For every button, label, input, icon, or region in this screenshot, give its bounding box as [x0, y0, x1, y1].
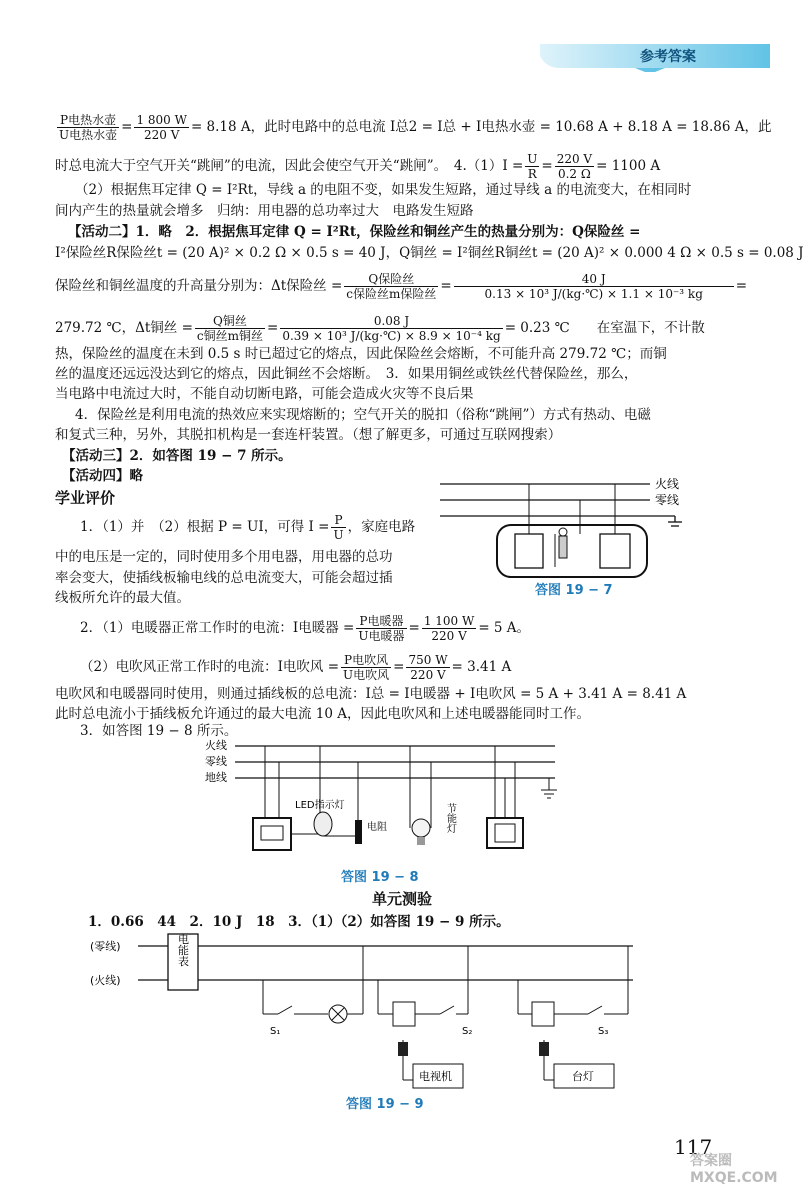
switch-s1-label: S₁: [270, 1026, 281, 1037]
header-label: 参考答案: [640, 49, 696, 65]
resistor-label: 电阻: [367, 822, 387, 833]
answer-line: 电吹风和电暖器同时使用，则通过插线板的总电流：I总 = I电暖器 + I电吹风 = 5 A + 3.41 A = 8.41 A: [55, 686, 687, 702]
answer-line: 和复式三种，另外，其脱扣机构是一套连杆装置。（想了解更多，可通过互联网搜索）: [55, 427, 562, 443]
answer-line: I²保险丝R保险丝t = (20 A)² × 0.2 Ω × 0.5 s = 40 J，Q铜丝 = I²铜丝R铜丝t = (20 A)² × 0.000 4 Ω × 0.5 s = 0.08 J: [55, 245, 804, 261]
answer-line: 【活动四】略: [62, 468, 143, 484]
section-title: 学业评价: [55, 489, 116, 507]
answer-line: （2）电吹风正常工作时的电流：I电吹风 = $\frac{\text{P电吹风}}{\text{U电吹风}}$ = $\frac{750 W}{220 V}$ = 3.41 A: [80, 653, 512, 682]
live-wire-label: 火线: [655, 477, 680, 491]
answer-line: 【活动二】1．略 2．根据焦耳定律 Q = I²Rt，保险丝和铜丝产生的热量分别为：Q保险丝 =: [68, 224, 641, 240]
answer-line: 1．（1）并 （2）根据 P = UI，可得 I = $\frac{P}{U}$ ，家庭电路: [80, 513, 416, 542]
figure-caption: 答图 19 − 7: [535, 583, 613, 598]
answer-line: $\frac{\text{P电热水壶}}{\text{U电热水壶}}$ = $\frac{1 800 W}{220 V}$ = 8.18 A，此时电路中的总电流 I总2 = I总 + I电热水壶 = 10.68 A + 8.18 A = 18.86 A，此: [59, 113, 772, 142]
answer-line: 2．（1）电暖器正常工作时的电流：I电暖器 = $\frac{\text{P电暖器}}{\text{U电暖器}}$ = $\frac{1 100 W}{220 V}$ = 5 A。: [80, 614, 531, 643]
page-number: 117: [674, 1135, 713, 1159]
watermark: 答案圈 MXQE.COM: [690, 1153, 778, 1186]
live-wire-label: (火线): [90, 974, 121, 987]
answer-line: 3．如答图 19 − 8 所示。: [80, 723, 238, 739]
answer-line: 线板所允许的最大值。: [55, 590, 190, 606]
ground-wire-label: 地线: [205, 771, 227, 784]
tv-label: 电视机: [419, 1070, 452, 1083]
neutral-wire-label: 零线: [655, 493, 680, 507]
lamp-label: 节能灯: [444, 803, 456, 833]
neutral-wire-label: (零线): [90, 940, 121, 953]
answer-line: 保险丝和铜丝温度的升高量分别为：Δt保险丝 = $\frac{\text{Q保险丝}}{\text{c保险丝m保险丝}}$ = $\frac{40 J}{\text{0.13 × 10³ J/(kg·℃) × 1.1 × 10⁻³ kg}}$ =: [55, 272, 748, 301]
figure-19-8: [195, 738, 575, 886]
answer-line: 当电路中电流过大时，不能自动切断电路，可能会造成火灾等不良后果: [55, 386, 474, 402]
answer-line: 279.72 ℃，Δt铜丝 = $\frac{\text{Q铜丝}}{\text{c铜丝m铜丝}}$ = $\frac{0.08 J}{\text{0.39 × 10³ J/(kg·℃) × 8.9 × 10⁻⁴ kg}}$ = 0.23 ℃ 在室温下，不计散: [55, 314, 705, 343]
answer-line: （2）根据焦耳定律 Q = I²Rt，导线 a 的电阻不变，如果发生短路，通过导线 a 的电流变大，在相同时: [75, 182, 692, 198]
switch-s3-label: S₃: [598, 1026, 609, 1037]
neutral-wire-label: 零线: [205, 755, 227, 768]
section-title: 单元测验: [372, 890, 433, 908]
lamp-label: 台灯: [572, 1070, 594, 1083]
answer-line: 间内产生的热量就会增多 归纳：用电器的总功率过大 电路发生短路: [55, 203, 474, 219]
answer-line: 1．0.66 44 2．10 J 18 3．（1）（2）如答图 19 − 9 所示。: [88, 914, 510, 930]
answer-line: 此时总电流小于插线板允许通过的最大电流 10 A，因此电吹风和上述电暖器能同时工作。: [55, 706, 591, 722]
answer-line: 4．保险丝是利用电流的热效应来实现熔断的；空气开关的脱扣（俗称“跳闸”）方式有热动、电磁: [75, 407, 651, 423]
answer-line: 中的电压是一定的，同时使用多个用电器，用电器的总功: [55, 549, 393, 565]
meter-label: 电能表: [176, 933, 190, 967]
figure-caption: 答图 19 − 8: [341, 870, 419, 885]
fraction: $\frac{1 800 W}{220 V}$: [136, 113, 187, 142]
answer-line: 时总电流大于空气开关“跳闸”的电流，因此会使空气开关“跳闸”。 4.（1）I = $\frac{U}{R}$ = $\frac{220 V}{0.2 \Omega}$ = 1100 A: [55, 152, 661, 181]
figure-caption: 答图 19 − 9: [346, 1097, 424, 1112]
answer-line: 丝的温度还远远没达到它的熔点，因此铜丝不会熔断。 3．如果用铜丝或铁丝代替保险丝，那么，: [55, 366, 638, 382]
fraction: $\frac{\text{P电热水壶}}{\text{U电热水壶}}$: [59, 113, 118, 142]
live-wire-label: 火线: [205, 739, 227, 752]
answer-line: 热，保险丝的温度在未到 0.5 s 时已超过它的熔点，因此保险丝会熔断，不可能升高 279.72 ℃；而铜: [55, 346, 667, 362]
figure-19-9: [88, 930, 648, 1114]
answer-line: 【活动三】2．如答图 19 − 7 所示。: [62, 448, 292, 464]
switch-s2-label: S₂: [462, 1026, 473, 1037]
led-label: LED指示灯: [295, 800, 345, 811]
figure-19-7: [435, 472, 695, 602]
answer-line: 率会变大，使插线板输电线的总电流变大，可能会超过插: [55, 570, 393, 586]
